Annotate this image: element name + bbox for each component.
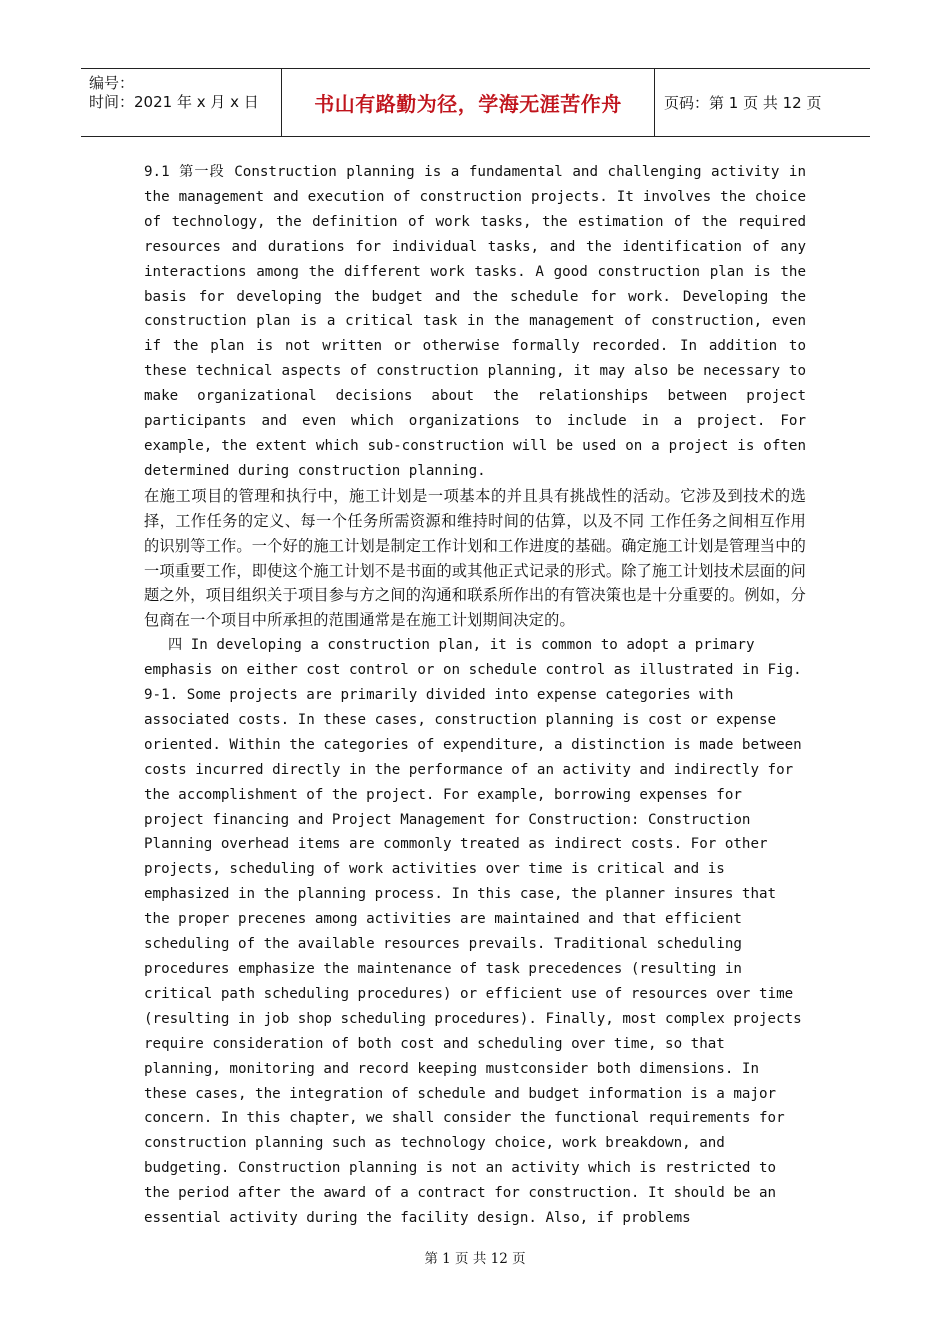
header-motto: 书山有路勤为径，学海无涯苦作舟 (314, 92, 622, 116)
paragraph-chinese-translation: 在施工项目的管理和执行中，施工计划是一项基本的并且具有挑战性的活动。它涉及到技术的选择，工作任务的定义、每一个任务所需资源和维持时间的估算，以及不同 工作任务之间相互作用的识别等工作。一个好的施工计划是制定工作计划和工作进度的基础。确定施工计划是管理当中的一项重要工作，即使这个施工计划不是书面的或其他正式记录的形式。除了施工计划技术层面的问题之外，项目组织关于项目参与方之间的沟通和联系所作出的有管决策也是十分重要的。例如，分包商在一个项目中所承担的范围通常是在施工计划期间决定的。 (144, 486, 806, 630)
page-header (81, 68, 870, 137)
paragraph-english-2-text: In developing a construction plan, it is common to adopt a primary emphasis on either cost control or on schedule control as illustrated in Fig. 9-1. Some projects are primarily divided into expense categories with associated costs. In these cases, construction planning is cost or expense oriented. Within the categories of expenditure, a distinction is made between costs incurred directly in the performance of an activity and indirectly for the accomplishment of the project. For example, borrowing expenses for project financing and Project Management for Construction: Construction Planning overhead items are commonly treated as indirect costs. For other projects, scheduling of work activities over time is critical and is emphasized in the planning process. In this case, the planner insures that the proper precenes among activities are maintained and that efficient scheduling of the available resources prevails. Traditional scheduling procedures emphasize the maintenance of task precedences (resulting in critical path scheduling procedures) or efficient use of resources over time (resulting in job shop scheduling procedures). Finally, most complex projects require consideration of both cost and scheduling over time, so that planning, monitoring and record keeping mustconsider both dimensions. In these cases, the integration of schedule and budget information is a major concern. In this chapter, we shall consider the functional requirements for construction planning such as technology choice, work breakdown, and budgeting. Construction planning is not an activity which is restricted to the period after the award of a contract for construction. It should be an essential activity during the facility design. Also, if problems (144, 637, 802, 1227)
document-date-label: 时间：2021 年 x 月 x 日 (89, 93, 259, 111)
page-footer: 第 1 页 共 12 页 (424, 1251, 526, 1267)
paragraph-marker: 四 (168, 637, 183, 654)
paragraph-english-2 (144, 633, 806, 1231)
header-page-cell (654, 69, 870, 136)
document-number-label: 编号： (89, 74, 135, 92)
header-motto-cell (281, 69, 655, 136)
header-page-code: 页码：第 1 页 共 12 页 (664, 94, 822, 112)
paragraph-english-1: 9.1 第一段 Construction planning is a fundamental and challenging activity in the management and execution of construction projects. It involves the choice of technology, the definition of work tasks, the estimation of the required resources and durations for individual tasks, and the identification of any interactions among the different work tasks. A good construction plan is the basis for developing the budget and the schedule for work. Developing the construction plan is a critical task in the management of construction, even if the plan is not written or otherwise formally recorded. In addition to these technical aspects of construction planning, it may also be necessary to make organizational decisions about the relationships between project participants and even which organizations to include in a project. For example, the extent which sub-construction will be used on a project is often determined during construction planning. (144, 164, 806, 479)
document-body (144, 160, 806, 1231)
header-meta-cell (81, 69, 281, 136)
